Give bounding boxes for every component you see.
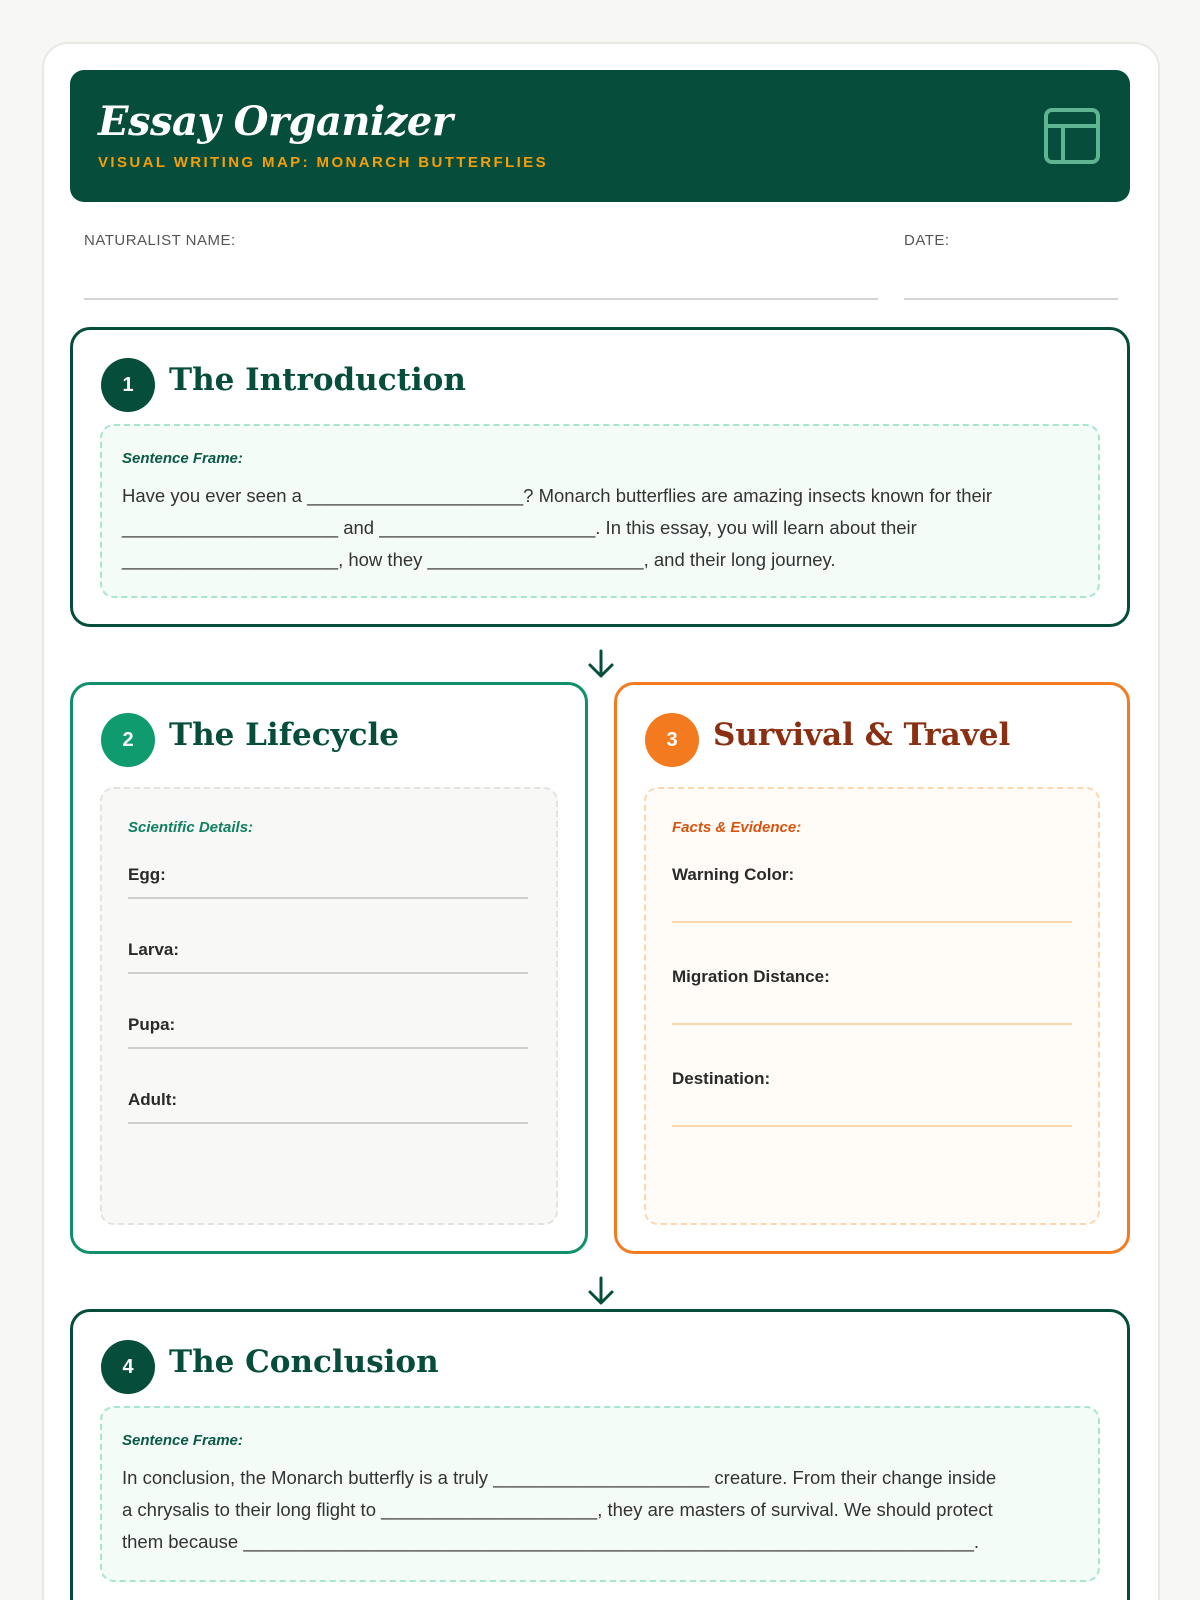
- frame-line: Have you ever seen a _____________________? Monarch butterflies are amazing insects known for their: [122, 485, 993, 506]
- larva-field[interactable]: [128, 972, 528, 974]
- arrow-down-icon: [586, 648, 616, 680]
- frame-label: Scientific Details:: [128, 819, 254, 836]
- egg-label: Egg:: [128, 865, 166, 884]
- facts-frame-box: [644, 787, 1100, 1225]
- frame-label: Facts & Evidence:: [672, 819, 802, 836]
- warning-color-label: Warning Color:: [672, 865, 795, 884]
- date-field[interactable]: [904, 298, 1118, 300]
- section-title: The Introduction: [169, 362, 466, 398]
- frame-line: them because _______________________________________________________________________.: [122, 1531, 979, 1552]
- name-field[interactable]: [84, 298, 878, 300]
- name-label: NATURALIST NAME:: [84, 232, 236, 249]
- adult-field[interactable]: [128, 1122, 528, 1124]
- destination-label: Destination:: [672, 1069, 771, 1088]
- section-survival-travel: [614, 682, 1130, 1254]
- sentence-frame-text[interactable]: [122, 1462, 1078, 1558]
- section-number-badge: 1: [101, 358, 155, 412]
- section-title: Survival & Travel: [713, 717, 1011, 753]
- section-number-badge: 4: [101, 1340, 155, 1394]
- egg-field[interactable]: [128, 897, 528, 899]
- section-introduction: [70, 327, 1130, 627]
- frame-line: _____________________, how they _____________________, and their long journey.: [122, 549, 836, 570]
- frame-line: In conclusion, the Monarch butterfly is a truly _____________________ creature. From their change inside: [122, 1467, 997, 1488]
- sentence-frame-box: [100, 1406, 1100, 1582]
- sentence-frame-box: [100, 424, 1100, 598]
- migration-distance-label: Migration Distance:: [672, 967, 830, 986]
- date-label: DATE:: [904, 232, 950, 249]
- header-banner: [70, 70, 1130, 202]
- frame-line: _____________________ and _____________________. In this essay, you will learn about their: [122, 517, 917, 538]
- section-number-badge: 2: [101, 713, 155, 767]
- arrow-down-icon: [586, 1275, 616, 1307]
- details-frame-box: [100, 787, 558, 1225]
- section-lifecycle: [70, 682, 588, 1254]
- frame-line: a chrysalis to their long flight to _____________________, they are masters of survival. We should protect: [122, 1499, 993, 1520]
- page-title: Essay Organizer: [98, 98, 453, 145]
- section-title: The Conclusion: [169, 1344, 439, 1380]
- migration-distance-field[interactable]: [672, 1023, 1072, 1025]
- sentence-frame-text[interactable]: [122, 480, 1078, 576]
- section-title: The Lifecycle: [169, 717, 400, 753]
- frame-label: Sentence Frame:: [122, 1432, 243, 1449]
- pupa-field[interactable]: [128, 1047, 528, 1049]
- larva-label: Larva:: [128, 940, 180, 959]
- frame-label: Sentence Frame:: [122, 450, 243, 467]
- warning-color-field[interactable]: [672, 921, 1072, 923]
- section-number-badge: 3: [645, 713, 699, 767]
- pupa-label: Pupa:: [128, 1015, 176, 1034]
- destination-field[interactable]: [672, 1125, 1072, 1127]
- page-subtitle: VISUAL WRITING MAP: MONARCH BUTTERFLIES: [98, 154, 548, 171]
- section-conclusion: [70, 1309, 1130, 1600]
- layout-icon: [1044, 108, 1100, 164]
- adult-label: Adult:: [128, 1090, 178, 1109]
